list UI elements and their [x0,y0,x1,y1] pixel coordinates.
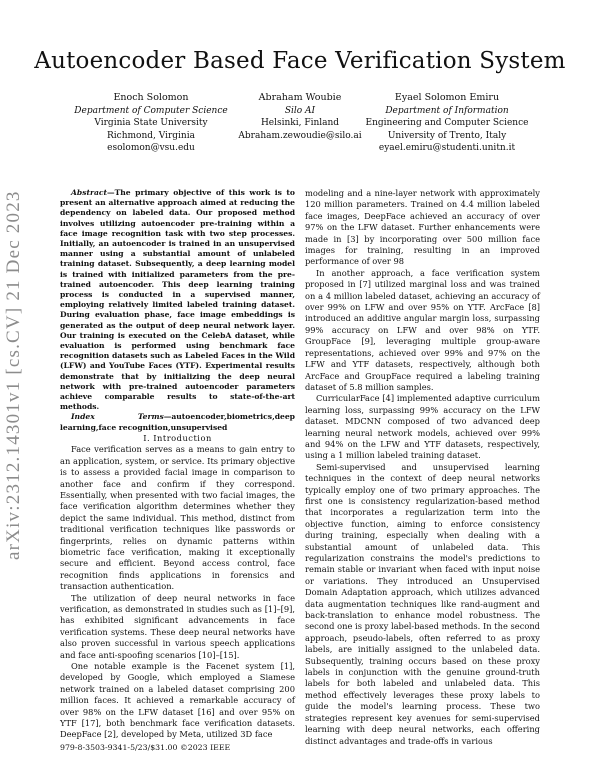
index-terms [60,412,295,432]
paragraph: Face verification serves as a means to gain entry to an application, system, or service. Its primary objective is to assess a provided facial image in comparison to another face and confirm if they correspond. Essentially, when presented with two facial images, the face verification algorithm determines whether they depict the same individual. This method, distinct from traditional verification techniques like passwords or fingerprints, relies on dynamic patterns within biometric face verification, making it exceptionally secure and efficient. Beyond access control, face recognition finds applications in forensics and transaction authentication. [60,444,295,592]
paper-title: Autoencoder Based Face Verification System [34,48,566,74]
paragraph: The utilization of deep neural networks in face verification, as demonstrated in studies such as [1]–[9], has exhibited significant advancements in face verification systems. These deep neural networks have also proven successful in various speech applications and face anti-spoofing scenarios [10]–[15]. [60,592,295,660]
author-loc: Richmond, Virginia [107,130,195,141]
author-dept: Department of Computer Science [74,105,228,116]
author-org: Engineering and Computer Science [365,118,529,128]
copyright-footer: 979-8-3503-9341-5/23/$31.00 ©2023 IEEE [60,743,231,752]
paragraph: In another approach, a face verification system proposed in [7] utilized marginal loss and was trained on a 4 million labeled dataset, achieving an accuracy of over 99% on LFW and over 95% on YTF. ArcFace [8] introduced an additive angular margin loss, surpassing 99% accuracy on LFW and over 98% on YTF. GroupFace [9], leveraging multiple group-aware representations, achieved over 99% and 97% on the LFW and YTF datasets, respectively, although both ArcFace and GroupFace required a labeling training dataset of 5.8 million samples. [305,267,540,392]
abstract [60,188,295,412]
right-column [305,188,540,747]
author-dept: Department of Information [385,105,509,116]
author-loc: University of Trento, Italy [387,130,507,141]
abstract-text: —The primary objective of this work is to present an alternative approach aimed at reducing the dependency on labeled data. Our proposed method involves utilizing autoencoder pre-training within a face image recognition task with two step processes. Initially, an autoencoder is trained in an unsupervised manner using a substantial amount of unlabeled training dataset. Subsequently, a deep learning model is trained with initialized parameters from the pre-trained autoencoder. This deep learning training process is conducted in a supervised manner, employing relatively limited labeled training dataset. During evaluation phase, face image embeddings is generated as the output of deep neural network layer. Our training is executed on the CelebA dataset, while evaluation is performed using benchmark face recognition datasets such as Labeled Faces in the Wild (LFW) and YouTube Faces (YTF). Experimental results demonstrate that by initializing the deep neural network with pre-trained autoencoder parameters achieve comparable results to state-of-the-art methods. [60,188,295,412]
paragraph: One notable example is the Facenet system [1], developed by Google, which employed a Siamese network trained on a labeled dataset comprising 200 million faces. It achieved a remarkable accuracy of over 98% on the LFW dataset [16] and over 95% on YTF [17], both benchmark face verification datasets. DeepFace [2], developed by Meta, utilized 3D face [60,661,295,740]
author-email: eyael.emiru@studenti.unitn.it [378,143,516,153]
index-terms-text: —autoencoder,biometrics,deep learning,face recognition,unsupervised [60,412,295,432]
paragraph: Semi-supervised and unsupervised learning techniques in the context of deep neural networks typically employ one of two primary approaches. The first one is consistency regularization-based method that incorporates a regularization term into the objective function, aiming to enforce consistency during training, especially when dealing with a substantial amount of unlabeled data. This regularization constrains the model's predictions to remain stable or invariant when faced with input noise or variations. They introduced an Unsupervised Domain Adaptation approach, which utilizes advanced data augmentation techniques like rand-augment and back-translation to enhance model robustness. The second one is proxy label-based methods. In the second approach, pseudo-labels, often referred to as proxy labels, are initially assigned to the unlabeled data. Subsequently, training occurs based on these proxy labels in conjunction with the genuine ground-truth labels for both labeled and unlabeled data. This method effectively leverages these proxy labels to guide the model's learning process. These two strategies represent key avenues for semi-supervised learning with deep neural networks, each offering distinct advantages and trade-offs in various [305,461,540,746]
abstract-lead: Abstract [71,188,108,197]
author-org: Helsinki, Finland [260,118,340,128]
left-column [60,188,295,741]
author-block-3 [352,92,542,155]
author-email: esolomon@vsu.edu [107,143,195,153]
paragraph: CurricularFace [4] implemented adaptive curriculum learning loss, surpassing 99% accuracy on the LFW dataset. MDCNN composed of two advanced deep learning neural network models, achieved over 99% and 94% on the LFW and YTF datasets, respectively, using a 1 million labeled training dataset. [305,393,540,461]
index-terms-lead: Index Terms [71,412,164,422]
author-org: Virginia State University [94,118,208,128]
section-heading: I. Introduction [143,432,212,443]
author-name: Eyael Solomon Emiru [394,92,500,103]
arxiv-stamp: arXiv:2312.14301v1 [cs.CV] 21 Dec 2023 [3,190,24,560]
author-email: Abraham.zewoudie@silo.ai [238,130,362,141]
paragraph: modeling and a nine-layer network with approximately 120 million parameters. Trained on 4.4 million labeled face images, DeepFace achieved an accuracy of over 97% on the LFW dataset. Further enhancements were made in [3] by incorporating over 500 million face images for training, resulting in an improved performance of over 98 [305,188,540,267]
author-name: Abraham Woubie [258,92,342,103]
author-dept: Silo AI [284,105,316,116]
author-name: Enoch Solomon [113,92,189,103]
